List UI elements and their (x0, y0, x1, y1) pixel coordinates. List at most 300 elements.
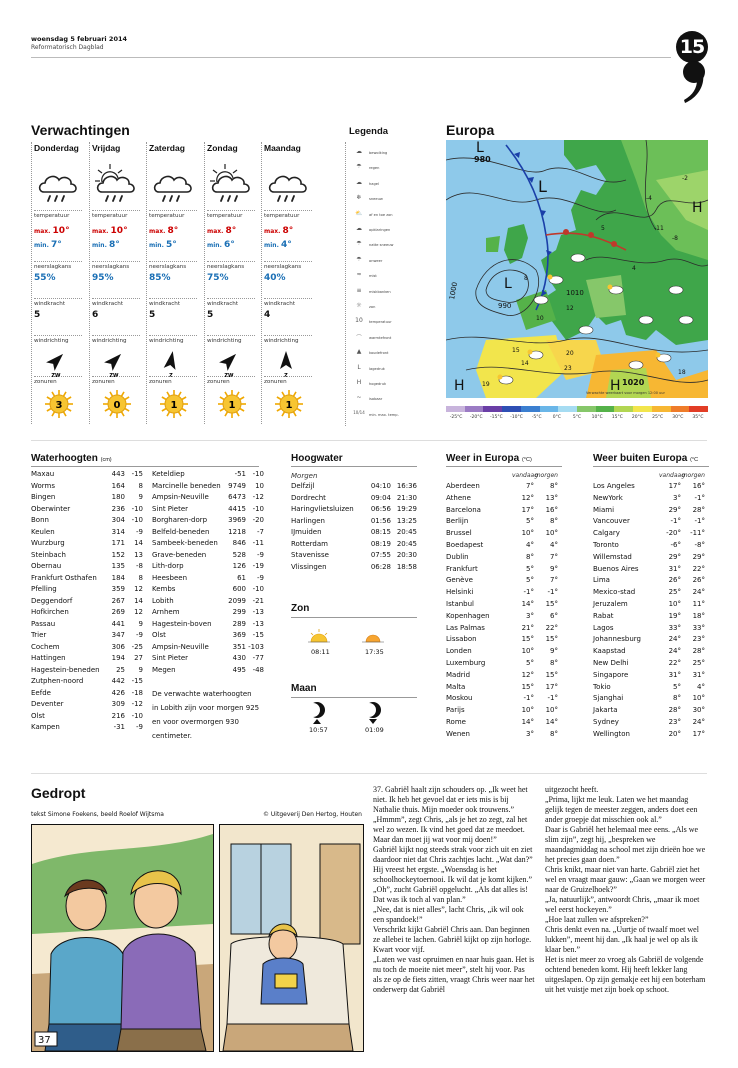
scale-label: 15°C (611, 415, 623, 420)
legend-item (352, 223, 412, 237)
svg-text:H: H (692, 200, 703, 216)
city-name: Londen (446, 647, 472, 656)
legend-item (352, 346, 412, 360)
temp-today: 29° (668, 505, 681, 514)
weather-sun-rain-cloud-icon (94, 162, 138, 206)
page-number: 15 (676, 31, 708, 63)
temp-today: 20° (668, 729, 681, 738)
temp-today: -1° (670, 517, 681, 526)
table-row (31, 677, 143, 688)
table-row (593, 565, 709, 577)
dotted-rule (34, 376, 82, 377)
scale-swatch (558, 406, 577, 412)
table-row (593, 482, 709, 494)
water-levels-title: Waterhoogten (cm) (31, 453, 112, 464)
temp-today: 17° (668, 482, 681, 490)
temp-today: 14° (521, 718, 534, 726)
high-water-time-2: 16:36 (396, 482, 417, 490)
temp-tomorrow: -1° (694, 493, 705, 502)
wind-direction-label: Z (169, 373, 173, 378)
min-value: 8° (108, 240, 120, 250)
table-row (446, 659, 562, 671)
table-row (593, 553, 709, 565)
svg-text:-2: -2 (682, 175, 688, 182)
svg-text:L: L (538, 177, 547, 196)
station-name: Cochem (31, 642, 60, 651)
table-row (593, 694, 709, 706)
legend-list (345, 142, 407, 426)
level-change: -20 (252, 516, 264, 524)
station-name: Steinbach (31, 550, 66, 559)
station-name: Passau (31, 619, 56, 628)
forecast-title: Verwachtingen (31, 122, 130, 138)
table-row (593, 624, 709, 636)
temp-tomorrow: 8° (550, 729, 558, 738)
legend-label: af en toe zon (369, 212, 393, 217)
temp-today: 25° (668, 588, 681, 597)
label-sun_hours: zonuren (92, 379, 115, 385)
city-name: Calgary (593, 529, 620, 538)
place-name: Haringvlietsluizen (291, 505, 354, 513)
dotted-rule (149, 335, 197, 336)
city-name: Genève (446, 576, 473, 585)
temp-tomorrow: 31° (692, 670, 705, 679)
sunset-time: 17:35 (365, 648, 384, 656)
legend-label: min. max. temp. (369, 412, 399, 417)
table-row (291, 494, 417, 505)
level-change: -48 (252, 665, 264, 674)
temp-today: 10° (521, 647, 534, 656)
table-row (152, 666, 264, 677)
temp-today: -1° (523, 694, 534, 703)
station-name: Frankfurt Osthafen (31, 573, 97, 582)
scale-swatch (446, 406, 465, 412)
temp-today: 5° (526, 659, 534, 667)
precip-value: 75% (207, 273, 229, 283)
scale-label: 25°C (652, 415, 664, 420)
legend-label: zon (369, 305, 376, 309)
dotted-rule (149, 261, 197, 262)
table-row (31, 608, 143, 619)
temp-tomorrow: 13° (545, 493, 558, 502)
dotted-rule (92, 210, 140, 211)
precip-value: 95% (92, 273, 114, 283)
level-change: -9 (136, 527, 143, 536)
high-water-time-2: 21:30 (396, 493, 417, 502)
place-name: IJmuiden (291, 528, 322, 536)
temp-tomorrow: 25° (692, 659, 705, 667)
sun-hours-value: 1 (228, 400, 236, 411)
temp-tomorrow: 24° (692, 718, 705, 726)
city-name: Kopenhagen (446, 611, 490, 620)
temp-tomorrow: 22° (545, 623, 558, 632)
level-value: 126 (232, 562, 246, 570)
table-row (446, 671, 562, 683)
section-divider (31, 773, 707, 774)
comma-logo-icon (681, 60, 707, 104)
europe-weather-title: Weer in Europa (°C) (446, 453, 532, 464)
level-change: -7 (257, 527, 264, 536)
svg-text:37: 37 (38, 1035, 51, 1046)
level-value: 184 (111, 573, 125, 582)
label-sun_hours: zonuren (149, 379, 172, 385)
temp-today: 10° (668, 600, 681, 608)
scale-label: 30°C (672, 415, 684, 420)
high-water-time-2: 18:58 (396, 562, 417, 571)
precip-value: 40% (264, 273, 286, 283)
station-name: Trier (31, 631, 47, 639)
cloud-icon: ☁ (356, 148, 362, 155)
level-change: 9 (138, 619, 143, 628)
min-label: min. (34, 242, 49, 249)
temp-tomorrow: -11° (690, 529, 705, 538)
high-water-time-1: 06:28 (370, 562, 391, 571)
station-name: Kampen (31, 723, 60, 731)
table-row (31, 689, 143, 700)
level-value: 25 (116, 665, 125, 674)
svg-text:5: 5 (601, 225, 605, 232)
level-value: 2099 (228, 596, 246, 605)
station-name: Keulen (31, 527, 55, 536)
table-row (152, 643, 264, 654)
story-paragraph: Chris denkt even na. „Uurtje of twaalf moet wel lukken”, meent hij dan. „Ik haal je wel op als ik klaar ben.” (545, 925, 699, 954)
table-row (593, 683, 709, 695)
table-row (446, 482, 562, 494)
table-row (291, 528, 417, 539)
label-temperature: temperatuur (264, 213, 300, 219)
temp-today: 5° (526, 576, 534, 585)
sunrise-time: 08:11 (311, 648, 330, 656)
max-temp (207, 226, 236, 236)
temp-tomorrow: 23° (692, 635, 705, 644)
temp-tomorrow: 28° (692, 647, 705, 656)
station-name: Sint Pieter (152, 504, 189, 513)
world-weather-title: Weer buiten Europa (°C (593, 453, 699, 464)
city-name: Kaapstad (593, 647, 626, 656)
level-value: 3969 (228, 516, 246, 524)
temp-today: 8° (673, 694, 681, 703)
level-change: -11 (252, 539, 264, 547)
level-change: -13 (252, 619, 264, 628)
story-paragraph: uitgezocht heeft. (545, 785, 599, 794)
rain-icon: ☂ (356, 163, 362, 171)
europe-map-title: Europa (446, 122, 495, 138)
scale-label: 0°C (552, 415, 561, 420)
table-row (31, 528, 143, 539)
min-temp (34, 240, 62, 250)
table-row (446, 529, 562, 541)
level-value: 600 (232, 585, 246, 593)
level-change: 10 (255, 481, 264, 490)
table-row (291, 563, 417, 574)
temp-tomorrow: 15° (545, 670, 558, 679)
temp-today: 3° (526, 611, 534, 620)
high-water-time-1: 04:10 (370, 482, 391, 490)
level-change: -15 (252, 631, 264, 639)
table-row (291, 551, 417, 562)
table-row (31, 505, 143, 516)
level-change: -9 (257, 550, 264, 559)
label-wind_dir: windrichting (207, 338, 242, 344)
temp-today: 5° (673, 682, 681, 691)
station-name: Arnhem (152, 608, 180, 616)
legend-label: regen (369, 166, 380, 171)
wind-direction-arrow-icon (274, 350, 298, 378)
table-row (446, 506, 562, 518)
level-change: 27 (134, 654, 143, 662)
temp-tomorrow: 4° (550, 541, 558, 549)
city-name: Brussel (446, 529, 472, 538)
city-name: Parijs (446, 706, 465, 715)
temp-tomorrow: 10° (545, 529, 558, 538)
station-name: Borgharen-dorp (152, 516, 208, 524)
table-row (446, 565, 562, 577)
temp-today: 26° (668, 576, 681, 585)
svg-text:14: 14 (521, 360, 529, 367)
table-row (31, 700, 143, 711)
temperature-scale (446, 406, 708, 426)
forecast-day-name: Donderdag (34, 143, 79, 153)
min-label: min. (149, 242, 164, 249)
level-change: 9 (138, 665, 143, 674)
legend-label: miskbanken (369, 289, 391, 294)
temp-today: 23° (668, 718, 681, 726)
legend-label: sneeuw (369, 197, 383, 202)
station-name: Hagestein-beneden (31, 665, 100, 674)
temp-tomorrow: -1° (547, 588, 558, 597)
svg-text:-11: -11 (654, 225, 664, 232)
sun-hours-value: 1 (285, 400, 293, 411)
table-row (593, 635, 709, 647)
temp-today: 12° (521, 670, 534, 679)
level-change: -12 (131, 700, 143, 708)
station-name: Pfelling (31, 585, 57, 593)
high-water-subtitle: Morgen (291, 472, 318, 480)
scale-swatch (596, 406, 615, 412)
level-value: 309 (111, 700, 125, 708)
city-name: Lima (593, 576, 610, 585)
level-value: 495 (232, 665, 246, 674)
legend-label: hogedruk (369, 382, 387, 386)
level-value: 430 (232, 654, 246, 662)
table-row (31, 723, 143, 734)
level-value: 180 (111, 493, 125, 501)
table-row (31, 493, 143, 504)
svg-text:15: 15 (512, 347, 520, 354)
level-value: 135 (111, 562, 125, 570)
svg-text:990: 990 (498, 302, 512, 310)
level-value: 164 (111, 481, 125, 490)
table-row (152, 528, 264, 539)
svg-text:19: 19 (482, 381, 490, 388)
scale-label: 10°C (591, 415, 603, 420)
temp-tomorrow: 8° (550, 517, 558, 526)
table-row (31, 585, 143, 596)
forecast-day-zaterdag (146, 142, 202, 424)
dotted-rule (92, 261, 140, 262)
wind-value: 5 (34, 310, 41, 320)
table-row (152, 516, 264, 527)
forecast-day-zondag (204, 142, 260, 424)
dotted-rule (264, 298, 312, 299)
story-paragraph: „Ja, natuurlijk”, antwoordt Chris, „maar ik moet wel eerst hockeyen.” (545, 895, 700, 914)
temp-tomorrow: 4° (697, 682, 705, 691)
temp-tomorrow: 30° (692, 706, 705, 715)
min-temp (149, 240, 177, 250)
legend-label: warmtefront (369, 335, 392, 340)
scale-label: -5°C (531, 415, 542, 420)
legend-item (352, 177, 412, 191)
station-name: Deggendorf (31, 596, 73, 605)
legend-item (352, 192, 412, 206)
temp-today: 31° (668, 564, 681, 573)
legend-item (352, 408, 412, 422)
story-paragraph: Verschrikt kijkt Gabriël Chris aan. Dan beginnen ze allebei te lachen. Gabriël kijkt op zijn horloge. Kwart voor vijf. (373, 925, 532, 954)
level-change: 14 (134, 596, 143, 605)
temp-today: 10° (521, 706, 534, 715)
station-name: Hattingen (31, 654, 66, 662)
table-row (593, 541, 709, 553)
min-temp (264, 240, 292, 250)
header-rule (31, 57, 671, 58)
header-paper-name: Reformatorisch Dagblad (31, 44, 104, 51)
table-row (152, 608, 264, 619)
table-row (291, 517, 417, 528)
story-paragraph: „Oh”, zucht Gabriël opgelucht. „Als dat alles is! Dat was ik toch al van plan.” (373, 885, 528, 904)
place-name: Vlissingen (291, 562, 327, 571)
dotted-rule (92, 298, 140, 299)
dotted-rule (264, 210, 312, 211)
level-change: -18 (131, 688, 143, 697)
level-change: -25 (131, 642, 143, 651)
table-row (291, 505, 417, 516)
label-precip: neerslagkans (149, 264, 187, 270)
table-row (152, 585, 264, 596)
temp-tomorrow: 8° (550, 659, 558, 667)
label-temperature: temperatuur (149, 213, 185, 219)
label-wind_force: windkracht (34, 301, 66, 307)
table-row (152, 597, 264, 608)
table-row (31, 631, 143, 642)
table-row (593, 588, 709, 600)
city-name: Istanbul (446, 600, 475, 608)
table-row (31, 539, 143, 550)
max-label: max. (92, 228, 109, 235)
level-value: 306 (111, 642, 125, 651)
story-paragraph: „Hoe laat zullen we afspreken?” (545, 915, 649, 924)
low-icon: L (357, 363, 361, 371)
wind-value: 5 (149, 310, 156, 320)
legend-item (352, 161, 412, 175)
svg-text:18: 18 (678, 369, 686, 376)
temp-today: 15° (521, 635, 534, 644)
level-value: 1218 (228, 527, 246, 536)
legend-item (352, 254, 412, 268)
legend-item (352, 269, 412, 283)
city-name: Lagos (593, 623, 614, 632)
label-wind_force: windkracht (92, 301, 124, 307)
city-name: Wenen (446, 729, 470, 738)
comic-copyright: © Uitgeverij Den Hertog, Houten (263, 811, 362, 818)
scale-label: -25°C (449, 415, 463, 420)
sun-hours-value: 0 (113, 400, 121, 411)
max-value: 10° (52, 226, 70, 236)
level-value: 299 (232, 608, 246, 616)
label-precip: neerslagkans (264, 264, 302, 270)
level-value: 846 (232, 539, 246, 547)
table-row (31, 516, 143, 527)
legend-label: koudefront (369, 351, 389, 356)
table-row (446, 706, 562, 718)
wind-direction-arrow-icon (102, 350, 126, 378)
dotted-rule (34, 298, 82, 299)
max-temp (34, 226, 70, 236)
dotted-rule (92, 335, 140, 336)
svg-text:4: 4 (632, 265, 636, 272)
table-row (152, 470, 264, 481)
svg-text:H: H (610, 378, 621, 394)
station-name: Marcinelle beneden (152, 481, 221, 490)
table-row (446, 612, 562, 624)
station-name: Sambeek-beneden (152, 539, 218, 547)
table-row (593, 600, 709, 612)
station-name: Wurzburg (31, 539, 65, 547)
station-name: Lith-dorp (152, 562, 184, 570)
table-row (446, 635, 562, 647)
table-row (31, 643, 143, 654)
dotted-rule (264, 261, 312, 262)
table-row (446, 553, 562, 565)
wind-value: 5 (207, 310, 214, 320)
story-column-1 (373, 785, 535, 995)
level-value: 61 (237, 573, 246, 582)
temp-tomorrow: 16° (692, 482, 705, 490)
wind-direction-label: ZW (109, 373, 119, 378)
level-change: 14 (134, 539, 143, 547)
scale-swatch (614, 406, 633, 412)
dotted-rule (207, 210, 255, 211)
station-name: Oberwinter (31, 504, 71, 513)
level-change: -10 (252, 585, 264, 593)
level-change: 13 (134, 550, 143, 559)
wind-direction-arrow-icon (159, 350, 183, 378)
level-change: -12 (252, 493, 264, 501)
city-name: Frankfurt (446, 564, 478, 573)
station-name: Hofkirchen (31, 608, 69, 616)
max-label: max. (34, 228, 51, 235)
level-value: 9749 (228, 481, 246, 490)
temp-tomorrow: 10° (545, 706, 558, 715)
min-value: 5° (165, 240, 177, 250)
level-change: -8 (136, 562, 143, 570)
forecast-day-name: Vrijdag (92, 143, 121, 153)
city-name: Rabat (593, 611, 614, 620)
precip-value: 55% (34, 273, 56, 283)
fog-icon: ≈ (356, 271, 362, 279)
rule (291, 617, 417, 618)
wind-value: 4 (264, 310, 271, 320)
precip-value: 85% (149, 273, 171, 283)
table-row (152, 539, 264, 550)
legend-label: mist (369, 274, 377, 279)
label-wind_force: windkracht (149, 301, 181, 307)
table-row (31, 482, 143, 493)
scale-swatch (652, 406, 671, 412)
table-row (31, 666, 143, 677)
temp-today: 19° (668, 611, 681, 620)
legend-label: opklaringen (369, 228, 391, 232)
city-name: Berlijn (446, 517, 469, 526)
